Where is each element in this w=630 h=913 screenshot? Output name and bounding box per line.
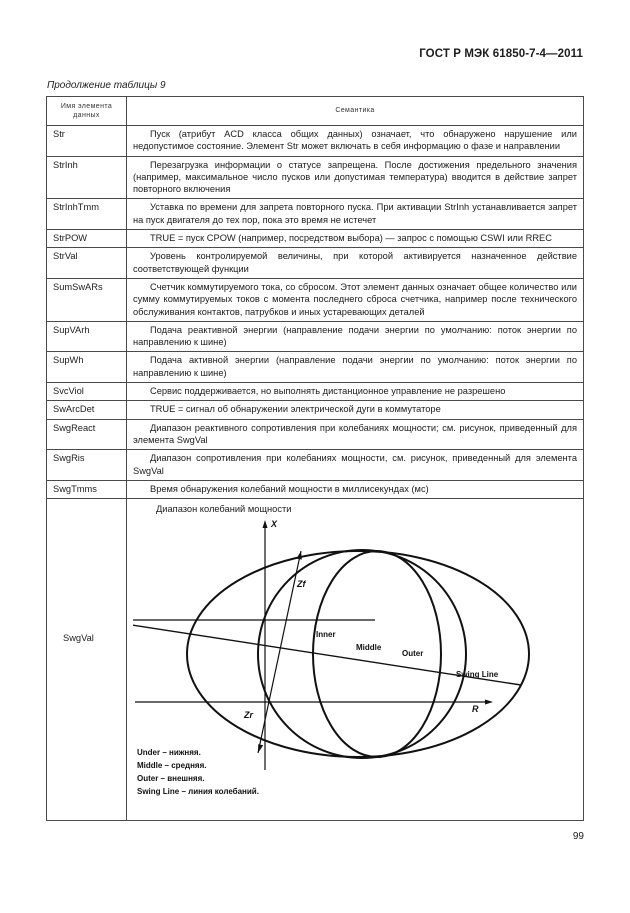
table-row xyxy=(47,419,584,450)
x-axis-arrow xyxy=(263,520,268,528)
zr-label: Zr xyxy=(244,710,253,721)
row-name: SvcViol xyxy=(47,383,127,401)
table-row xyxy=(47,480,584,498)
swing-diagram xyxy=(133,515,589,813)
middle-label: Middle xyxy=(356,643,382,653)
row-semantics: TRUE = сигнал об обнаружении электрической дуги в коммутаторе xyxy=(127,401,584,419)
table-row xyxy=(47,450,584,481)
legend-under: Under – нижняя. xyxy=(137,748,201,758)
row-semantics: Перезагрузка информации о статусе запрещена. После достижения предельного значения (например, максимальное число пусков или допустимая температура) вводится в действие запрет повторного включения xyxy=(127,156,584,199)
axis-x-label: X xyxy=(271,519,278,530)
table-row xyxy=(47,126,584,157)
zr-arrow xyxy=(258,745,263,754)
col-header-semantics: Семантика xyxy=(127,97,584,126)
row-semantics: Уровень контролируемой величины, при которой активируется назначенное действие соответствующей функции xyxy=(127,248,584,279)
semantics-table xyxy=(46,96,584,821)
inner-label: Inner xyxy=(316,630,336,640)
table-row xyxy=(47,321,584,352)
middle-circle xyxy=(258,550,466,758)
axis-r-label: R xyxy=(472,704,479,715)
r-axis-arrow xyxy=(485,700,493,705)
legend-middle: Middle – средняя. xyxy=(137,761,207,771)
table-row xyxy=(47,278,584,321)
swgval-name: SwgVal xyxy=(63,633,94,644)
row-semantics: Счетчик коммутируемого тока, со сбросом. Этот элемент данных означает общее количество или сумму коммутируемых токов с момента последнего сброса счетчика, например после технического обслуживания контактов, патрубков и иных устаревающих деталей xyxy=(127,278,584,321)
row-name-diagram xyxy=(47,499,127,821)
document-code: ГОСТ Р МЭК 61850-7-4—2011 xyxy=(419,48,583,60)
row-name: Str xyxy=(47,126,127,157)
row-name: StrPOW xyxy=(47,230,127,248)
row-name: StrInh xyxy=(47,156,127,199)
swing-line-label: Swing Line xyxy=(456,670,499,680)
table-row xyxy=(47,199,584,230)
row-semantics: Время обнаружения колебаний мощности в миллисекундах (мс) xyxy=(127,480,584,498)
row-semantics: TRUE = пуск CPOW (например, посредством выбора) — запрос с помощью CSWI или RREC xyxy=(127,230,584,248)
row-semantics: Подача реактивной энергии (направление подачи энергии по умолчанию: поток энергии по направлению к шине) xyxy=(127,321,584,352)
row-semantics: Диапазон реактивного сопротивления при колебаниях мощности; см. рисунок, приведенный для элемента SwgVal xyxy=(127,419,584,450)
row-semantics: Сервис поддерживается, но выполнять дистанционное управление не разрешено xyxy=(127,383,584,401)
table-row xyxy=(47,230,584,248)
row-name: SwgReact xyxy=(47,419,127,450)
table-row-diagram xyxy=(47,499,584,821)
row-semantics-diagram xyxy=(127,499,584,821)
row-name: SupWh xyxy=(47,352,127,383)
row-name: SwArcDet xyxy=(47,401,127,419)
row-name: SwgTmms xyxy=(47,480,127,498)
table-row xyxy=(47,383,584,401)
row-semantics: Уставка по времени для запрета повторного пуска. При активации StrInh устанавливается запрет на пуск двигателя до тех пор, пока это время не истечет xyxy=(127,199,584,230)
row-name: SupVArh xyxy=(47,321,127,352)
table-row xyxy=(47,248,584,279)
zf-label: Zf xyxy=(297,579,306,590)
table-row xyxy=(47,401,584,419)
legend-outer: Outer – внешняя. xyxy=(137,774,205,784)
outer-circle xyxy=(187,551,529,757)
diagram-title: Диапазон колебаний мощности xyxy=(156,504,292,515)
table-row xyxy=(47,156,584,199)
outer-label: Outer xyxy=(402,649,424,659)
zf-arrow xyxy=(297,551,302,560)
row-name: SwgRis xyxy=(47,450,127,481)
page-number: 99 xyxy=(572,831,584,842)
row-name: StrInhTmm xyxy=(47,199,127,230)
row-name: SumSwARs xyxy=(47,278,127,321)
row-semantics: Пуск (атрибут ACD класса общих данных) означает, что обнаружено нарушение или недопустимое состояние. Элемент Str может включать в себя информацию о фазе и направлении xyxy=(127,126,584,157)
col-header-name: Имя элемента данных xyxy=(47,97,127,126)
row-semantics: Подача активной энергии (направление подачи энергии по умолчанию: поток энергии по направлению к шине) xyxy=(127,352,584,383)
row-name: StrVal xyxy=(47,248,127,279)
table-row xyxy=(47,352,584,383)
table-header-row xyxy=(47,97,584,126)
row-semantics: Диапазон сопротивления при колебаниях мощности, см. рисунок, приведенный для элемента SwgVal xyxy=(127,450,584,481)
legend-swing-line: Swing Line – линия колебаний. xyxy=(137,787,259,797)
table-caption: Продолжение таблицы 9 xyxy=(47,80,166,91)
